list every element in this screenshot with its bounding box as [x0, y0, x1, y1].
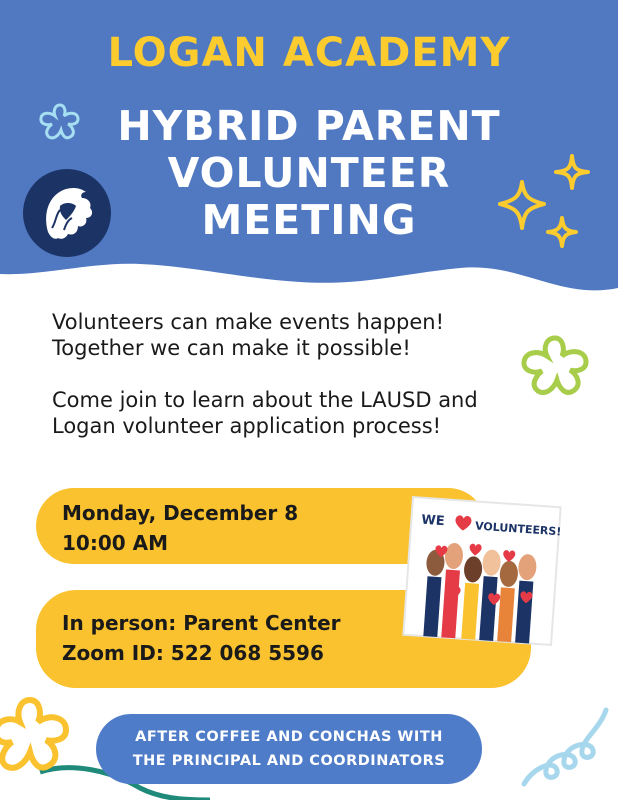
intro-paragraph-2 — [52, 387, 572, 439]
intro-line-2: Together we can make it possible! — [52, 336, 411, 360]
intro-line-3: Come join to learn about the LAUSD and — [52, 388, 478, 412]
meeting-title-line-2: VOLUNTEER — [167, 149, 451, 197]
meeting-title-line-3: MEETING — [201, 196, 417, 244]
intro-paragraph-1 — [52, 309, 572, 361]
footer-line-1: AFTER COFFEE AND CONCHAS WITH — [135, 729, 443, 745]
footer-banner — [96, 714, 482, 784]
sticker-we-text: WE — [420, 512, 446, 530]
zoom-id: Zoom ID: 522 068 5596 — [62, 641, 324, 665]
intro-line-4: Logan volunteer application process! — [52, 414, 442, 438]
footer-line-2: THE PRINCIPAL AND COORDINATORS — [132, 753, 446, 769]
squiggle-icon — [516, 700, 612, 796]
intro-text — [52, 309, 572, 439]
meeting-time: 10:00 AM — [62, 531, 169, 555]
intro-line-1: Volunteers can make events happen! — [52, 310, 445, 334]
we-love-volunteers-sticker — [401, 495, 563, 647]
in-person-location: In person: Parent Center — [62, 611, 341, 635]
sparkle-icon — [492, 152, 604, 264]
meeting-title-line-1: HYBRID PARENT — [117, 102, 501, 150]
flower-icon — [34, 100, 86, 144]
meeting-date: Monday, December 8 — [62, 501, 299, 525]
sticker-volunteers-text: VOLUNTEERS! — [474, 519, 562, 539]
lion-logo-icon — [22, 168, 112, 258]
school-name: LOGAN ACADEMY — [107, 30, 511, 76]
